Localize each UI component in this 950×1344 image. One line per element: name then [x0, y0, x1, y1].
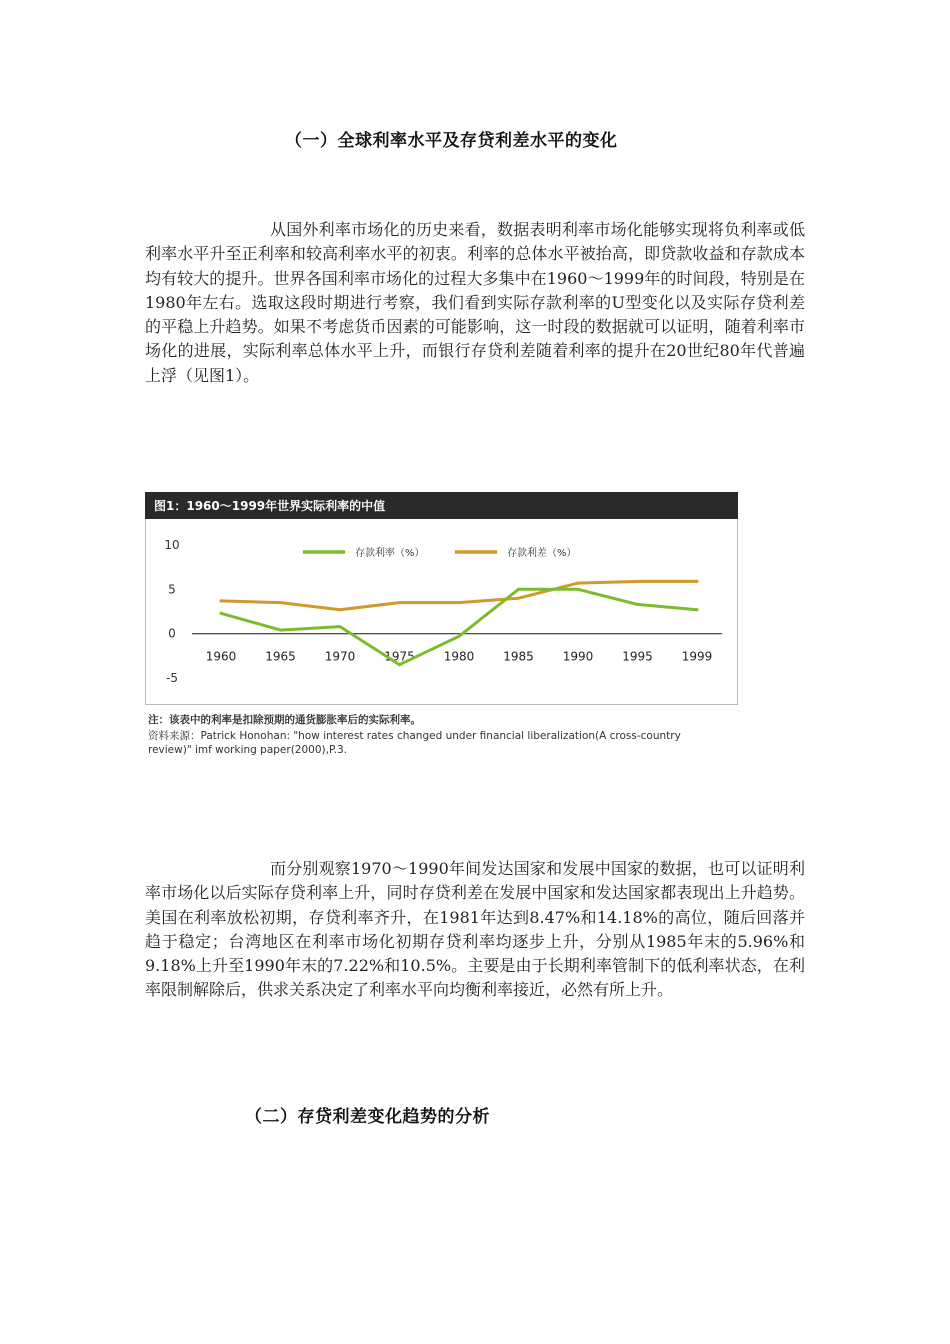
x-tick-label: 1965	[265, 649, 296, 664]
line-chart	[146, 519, 737, 704]
data-point	[398, 663, 401, 666]
y-tick-label: 10	[164, 538, 180, 552]
data-point	[339, 625, 342, 628]
data-point	[279, 629, 282, 632]
data-point	[517, 597, 520, 600]
data-point	[220, 599, 223, 602]
x-tick-label: 1970	[324, 649, 356, 664]
x-tick-label: 1995	[622, 649, 653, 664]
data-point	[339, 608, 342, 611]
legend-label: 存款利率（%）	[355, 548, 425, 559]
figure-source-line-1: 资料来源：Patrick Honohan: "how interest rates changed under financial liberalization(A cross-country	[148, 730, 681, 742]
chart-panel	[145, 519, 738, 705]
legend-label: 存款利差（%）	[507, 548, 577, 559]
data-point	[577, 582, 580, 585]
figure-source-line-2: review)" imf working paper(2000),P.3.	[148, 744, 347, 756]
section-heading-1: （一）全球利率水平及存贷利差水平的变化	[285, 131, 618, 151]
data-point	[398, 601, 401, 604]
series-line	[221, 581, 697, 609]
data-point	[577, 588, 580, 591]
figure-note: 注：该表中的利率是扣除预期的通货膨胀率后的实际利率。	[148, 714, 421, 726]
data-point	[696, 580, 699, 583]
x-tick-label: 1960	[205, 649, 237, 664]
data-point	[636, 603, 639, 606]
paragraph-2: 而分别观察1970～1990年间发达国家和发展中国家的数据，也可以证明利率市场化以后实际存贷利率上升，同时存贷利差在发展中国家和发达国家都表现出上升趋势。美国在利率放松初期，存贷利率齐升，在1981年达到8.47%和14.18%的高位，随后回落并趋于稳定；台湾地区在利率市场化初期存贷利率均逐步上升，分别从1985年末的5.96%和9.18%上升至1990年末的7.22%和10.5%。主要是由于长期利率管制下的低利率状态，在利率限制解除后，供求关系决定了利率水平向均衡利率接近，必然有所上升。	[145, 859, 805, 1000]
figure-1	[145, 492, 738, 762]
data-point	[517, 588, 520, 591]
y-tick-label: 0	[168, 626, 176, 641]
data-point	[279, 601, 282, 604]
section-heading-2: （二）存贷利差变化趋势的分析	[245, 1107, 490, 1127]
y-tick-label: -5	[166, 671, 178, 685]
y-tick-label: 5	[168, 582, 176, 597]
x-tick-label: 1990	[562, 649, 594, 664]
data-point	[636, 580, 639, 583]
x-tick-label: 1999	[681, 649, 713, 664]
data-point	[220, 612, 223, 615]
x-tick-label: 1980	[443, 649, 475, 664]
data-point	[458, 601, 461, 604]
figure-title-bar	[145, 492, 738, 519]
paragraph-1: 从国外利率市场化的历史来看，数据表明利率市场化能够实现将负利率或低利率水平升至正利率和较高利率水平的初衷。利率的总体水平被抬高，即贷款收益和存款成本均有较大的提升。世界各国利率市场化的过程大多集中在1960～1999年的时间段，特别是在1980年左右。选取这段时期进行考察，我们看到实际存款利率的U型变化以及实际存贷利差的平稳上升趋势。如果不考虑货币因素的可能影响，这一时段的数据就可以证明，随着利率市场化的进展，实际利率总体水平上升，而银行存贷利差随着利率的提升在20世纪80年代普遍上浮（见图1）。	[145, 220, 805, 385]
x-tick-label: 1975	[384, 649, 415, 664]
x-tick-label: 1985	[503, 649, 534, 664]
figure-title: 图1：1960～1999年世界实际利率的中值	[154, 499, 386, 513]
data-point	[458, 635, 461, 638]
data-point	[696, 608, 699, 611]
